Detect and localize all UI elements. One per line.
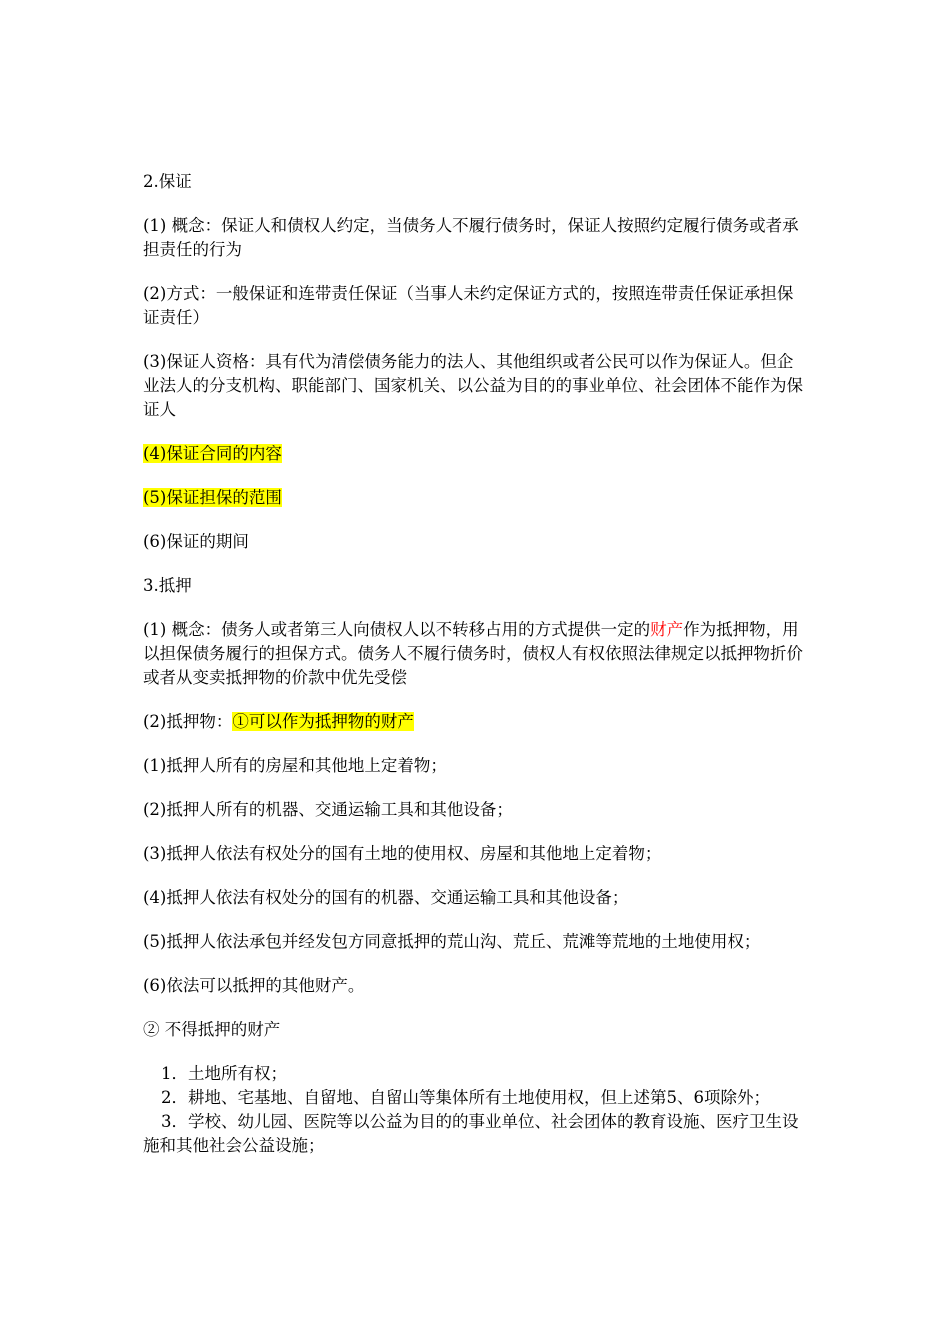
prohibited-item: 3．学校、幼儿园、医院等以公益为目的的事业单位、社会团体的教育设施、医疗卫生设施和其他社会公益设施； (143, 1112, 799, 1155)
prohibited-item: 1．土地所有权； (161, 1064, 287, 1083)
mortgage-concept-text: 作为抵押物，用以担保债务履行的担保方式。债务人不履行债务时，债权人有权依照法律规定以抵押物折价或者从变卖抵押物的价款中优先受偿 (143, 620, 803, 687)
prohibited-item: 2．耕地、宅基地、自留地、自留山等集体所有土地使用权，但上述第5、6项除外； (161, 1088, 770, 1107)
mortgage-concept-text: (1) 概念：债务人或者第三人向债权人以不转移占用的方式提供一定的 (143, 620, 651, 639)
guarantor-qualification: (3)保证人资格：具有代为清偿债务能力的法人、其他组织或者公民可以作为保证人。但企业法人的分支机构、职能部门、国家机关、以公益为目的的事业单位、社会团体不能作为保证人 (143, 352, 803, 419)
list-item: (1)抵押人所有的房屋和其他地上定着物； (143, 756, 447, 775)
list-item: (6)依法可以抵押的其他财产。 (143, 976, 365, 995)
highlight-text: ①可以作为抵押物的财产 (232, 712, 414, 731)
list-item: (3)抵押人依法有权处分的国有土地的使用权、房屋和其他地上定着物； (143, 844, 662, 863)
document-body (143, 170, 808, 1158)
list-item: (2)抵押人所有的机器、交通运输工具和其他设备； (143, 800, 513, 819)
guarantee-contract-content (143, 442, 808, 466)
prohibited-heading: ② 不得抵押的财产 (143, 1020, 281, 1039)
section-heading-guarantee: 2.保证 (143, 172, 192, 191)
list-item: (5)抵押人依法承包并经发包方同意抵押的荒山沟、荒丘、荒滩等荒地的土地使用权； (143, 932, 761, 951)
list-item: (4)抵押人依法有权处分的国有的机器、交通运输工具和其他设备； (143, 888, 629, 907)
guarantee-period: (6)保证的期间 (143, 532, 249, 551)
red-emphasis-text: 财产 (650, 620, 684, 639)
mortgage-property-label: (2)抵押物： (143, 712, 233, 731)
guarantee-concept: (1) 概念：保证人和债权人约定，当债务人不履行债务时，保证人按照约定履行债务或者承担责任的行为 (143, 216, 799, 259)
highlight-text: (5)保证担保的范围 (143, 488, 282, 507)
section-heading-mortgage: 3.抵押 (143, 576, 192, 595)
mortgage-concept (143, 618, 808, 690)
guarantee-method: (2)方式：一般保证和连带责任保证（当事人未约定保证方式的，按照连带责任保证承担保证责任） (143, 284, 794, 327)
highlight-text: (4)保证合同的内容 (143, 444, 282, 463)
mortgage-property (143, 710, 808, 734)
guarantee-scope (143, 486, 808, 510)
